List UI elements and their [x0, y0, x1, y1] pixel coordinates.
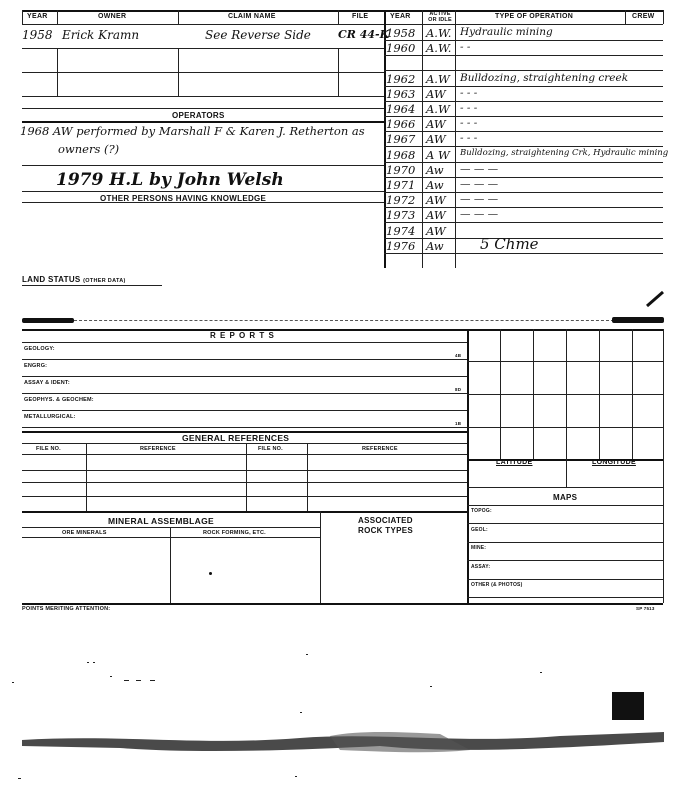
longitude-label: LONGITUDE — [592, 459, 636, 466]
operation-year: 1963 — [386, 86, 416, 101]
operation-year: 1971 — [386, 178, 416, 192]
header-claim-name: CLAIM NAME — [228, 13, 276, 20]
header-owner: OWNER — [98, 13, 127, 20]
other-persons-label: OTHER PERSONS HAVING KNOWLEDGE — [100, 194, 267, 203]
header-year-ops: YEAR — [390, 13, 411, 20]
report-number: 4B — [455, 353, 462, 358]
operators-label: OPERATORS — [172, 111, 225, 120]
operation-year: 1974 — [386, 223, 416, 238]
operation-year: 1976 — [386, 238, 416, 253]
operation-status: Aw — [426, 162, 444, 177]
owner-entry-year: 1958 — [22, 28, 53, 42]
operation-year: 1964 — [386, 102, 416, 116]
pen-stroke — [645, 288, 665, 308]
maps-row-label: OTHER (& PHOTOS) — [471, 582, 523, 588]
mineral-assemblage-title: MINERAL ASSEMBLAGE — [108, 516, 214, 526]
report-label: ASSAY & IDENT: — [24, 380, 70, 386]
operation-status: AW — [426, 117, 446, 132]
operation-status: AW — [426, 86, 446, 101]
ink-dot — [209, 572, 212, 575]
operation-type: Bulldozing, straightening creek — [460, 71, 629, 84]
owner-entry-claim: See Reverse Side — [205, 28, 311, 42]
owner-entry-name: Erick Kramn — [62, 28, 140, 42]
operation-status: A.W — [426, 102, 450, 116]
header-type-of-operation: TYPE OF OPERATION — [495, 13, 574, 20]
operation-year: 1958 — [386, 26, 416, 40]
maps-row-label: GEOL: — [471, 526, 488, 533]
operation-status: A.W — [426, 71, 450, 86]
ore-minerals-header: ORE MINERALS — [62, 530, 107, 536]
operation-type: - - - — [460, 132, 478, 145]
scan-noise — [0, 650, 678, 800]
operation-status: AW — [426, 208, 446, 223]
report-label: GEOLOGY: — [24, 346, 55, 352]
report-number: 1B — [455, 421, 462, 426]
operators-line-2: owners (?) — [58, 142, 120, 156]
operation-type: — — — — [460, 193, 499, 206]
general-references-title: GENERAL REFERENCES — [182, 433, 290, 443]
operation-type: - - — [460, 41, 471, 54]
ref-header-file-no-2: FILE NO. — [258, 446, 283, 452]
land-status-label: LAND STATUS (OTHER DATA) — [22, 275, 126, 284]
operation-year: 1960 — [386, 41, 416, 56]
operation-year: 1970 — [386, 162, 416, 177]
rock-types-label: ROCK TYPES — [358, 526, 414, 535]
report-label: METALLURGICAL: — [24, 414, 76, 420]
points-meriting-attention-label: POINTS MERITING ATTENTION: — [22, 606, 111, 612]
maps-title: MAPS — [553, 493, 578, 502]
ref-header-reference-2: REFERENCE — [362, 446, 398, 452]
operation-type: — — — — [460, 208, 499, 221]
operation-year: 1967 — [386, 132, 416, 147]
operation-status: A.W. — [426, 26, 452, 40]
operation-status: A W — [426, 147, 450, 162]
operation-year: 1966 — [386, 117, 416, 132]
associated-label: ASSOCIATED — [358, 516, 413, 525]
maps-row-label: MINE: — [471, 545, 487, 551]
operation-type: 5 Chme — [480, 234, 539, 253]
operation-year: 1973 — [386, 208, 416, 223]
header-active-or-idle: ACTIVE OR IDLE — [428, 11, 452, 23]
operation-year: 1972 — [386, 193, 416, 208]
scan-mark — [612, 317, 664, 323]
report-label: GEOPHYS. & GEOCHEM: — [24, 397, 94, 403]
operation-type: - - - — [460, 117, 478, 130]
header-file: FILE — [352, 13, 369, 20]
operation-type: - - - — [460, 86, 478, 99]
operation-status: AW — [426, 193, 446, 208]
operation-type: - - - — [460, 102, 478, 114]
operation-year: 1968 — [386, 147, 416, 162]
operation-status: Aw — [426, 178, 444, 192]
ref-header-reference-1: REFERENCE — [140, 446, 176, 452]
maps-row-label: ASSAY: — [471, 563, 491, 570]
scan-mark — [22, 318, 74, 323]
operation-type: — — — — [460, 162, 499, 175]
operation-type: Hydraulic mining — [460, 26, 553, 38]
latitude-label: LATITUDE — [496, 459, 533, 466]
operation-status: A.W. — [426, 41, 452, 56]
rock-forming-header: ROCK FORMING, ETC. — [203, 530, 266, 536]
maps-row-label: TOPOG: — [471, 508, 492, 514]
owner-entry-file: CR 44-K — [338, 28, 390, 41]
operation-type: Bulldozing, straightening Crk, Hydraulic mining — [460, 147, 669, 158]
report-label: ENGRG: — [24, 363, 48, 369]
header-crew: CREW — [632, 13, 655, 20]
knowledge-entry: 1979 H.L by John Welsh — [56, 170, 284, 190]
reports-title: R E P O R T S — [210, 331, 275, 340]
operators-line-1: 1968 AW performed by Marshall F & Karen J. Retherton as — [20, 124, 365, 138]
header-year: YEAR — [27, 13, 48, 20]
operation-status: Aw — [426, 238, 444, 253]
operation-year: 1962 — [386, 71, 416, 86]
operation-status: AW — [426, 132, 446, 147]
operation-status: AW — [426, 223, 446, 238]
form-number: SP 7513 — [636, 606, 655, 611]
report-number: 8D — [455, 387, 462, 392]
ref-header-file-no-1: FILE NO. — [36, 446, 61, 452]
operation-type: — — — — [460, 178, 499, 190]
